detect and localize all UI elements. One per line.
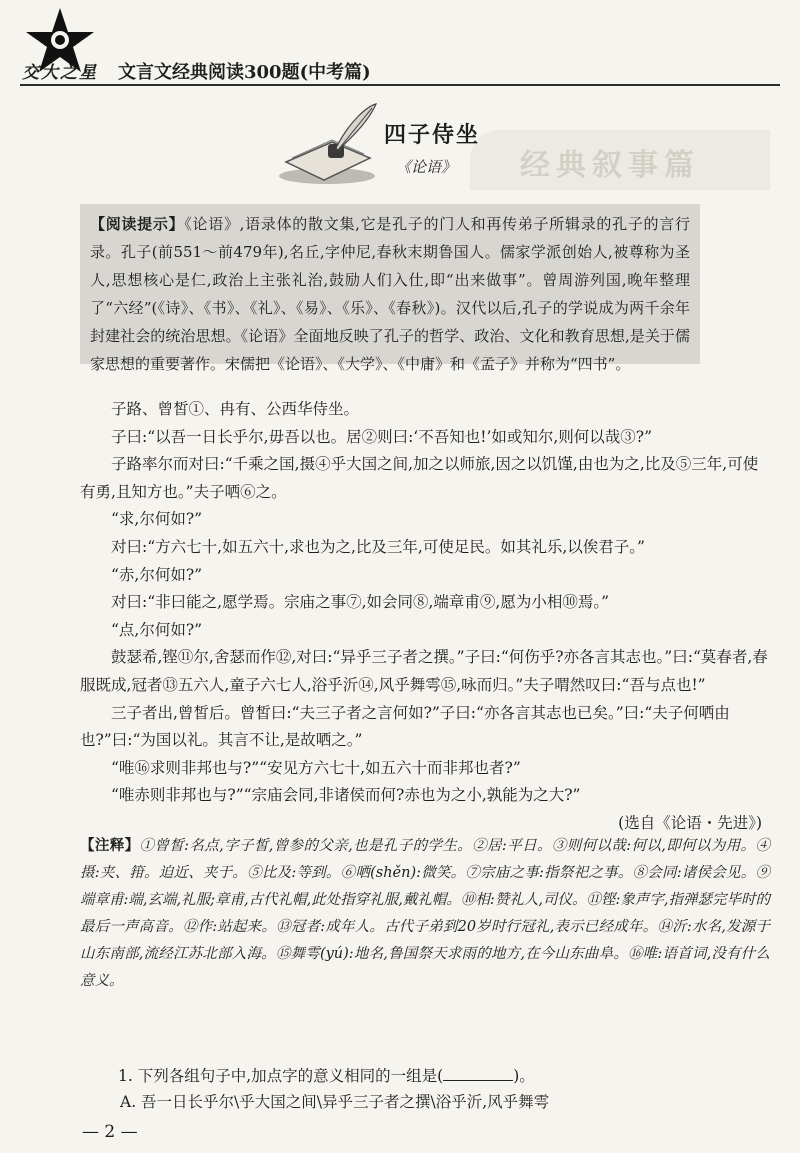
passage-paragraph: 子曰:“以吾一日长乎尔,毋吾以也。居②则曰:‘不吾知也!’如或知尔,则何以哉③?” xyxy=(111,427,653,446)
passage-paragraph: “唯⑯求则非邦也与?”“安见方六七十,如五六十而非邦也者?” xyxy=(111,758,521,777)
notes-label: 【注释】 xyxy=(80,837,140,854)
passage-paragraph: 子路率尔而对曰:“千乘之国,摄④乎大国之间,加之以师旅,因之以饥馑,由也为之,比及⑤三年,可使有勇,且知方也。”夫子哂⑥之。 xyxy=(80,455,759,501)
question-1-option-a: A. 吾一日长乎尔\乎大国之间\异乎三子者之撰\浴乎沂,风乎舞雩 xyxy=(120,1093,550,1111)
question-1 xyxy=(118,1064,535,1086)
passage-paragraph: “点,尔何如?” xyxy=(111,620,203,639)
passage-paragraph: “赤,尔何如?” xyxy=(111,565,203,584)
passage-paragraph: 对曰:“非曰能之,愿学焉。宗庙之事⑦,如会同⑧,端章甫⑨,愿为小相⑩焉。” xyxy=(111,593,610,612)
passage xyxy=(80,396,770,838)
passage-paragraph: 鼓瑟希,铿⑪尔,舍瑟而作⑫,对曰:“异乎三子者之撰。”子曰:“何伤乎?亦各言其志也。”曰:“莫春者,春服既成,冠者⑬五六人,童子六七人,浴乎沂⑭,风乎舞雩⑮,咏而归。”夫子喟然叹曰:“吾与点也!” xyxy=(80,648,768,694)
reading-hint-box xyxy=(80,204,700,373)
book-title: 文言文经典阅读300题(中考篇) xyxy=(118,62,371,83)
question-1-prefix: 1. 下列各组句子中,加点字的意义相同的一组是( xyxy=(118,1067,444,1085)
page-title: 四子侍坐 xyxy=(384,123,481,148)
header-divider xyxy=(20,84,780,86)
answer-blank[interactable] xyxy=(443,1080,513,1081)
section-banner-text: 经典叙事篇 xyxy=(520,148,700,183)
passage-paragraph: “求,尔何如?” xyxy=(111,510,203,529)
question-1-suffix: )。 xyxy=(513,1067,535,1085)
passage-paragraph: “唯赤则非邦也与?”“宗庙会同,非诸侯而何?赤也为之小,孰能为之大?” xyxy=(111,786,581,805)
citation: (选自《论语・先进》) xyxy=(618,813,762,832)
logo-text: 交大之星 xyxy=(22,63,98,83)
notes xyxy=(80,832,770,995)
notes-text: ①曾皙:名点,字子皙,曾参的父亲,也是孔子的学生。②居:平日。③则何以哉:何以,即何以为用。④摄:夹、箝。迫近、夹于。⑤比及:等到。⑥哂(shěn):微笑。⑦宗庙之事:指祭祀之事。⑧会同:诸侯会见。⑨端章甫:端,玄端,礼服;章甫,古代礼帽,此处指穿礼服,戴礼帽。⑩相:赞礼人,司仪。⑪铿:象声字,指弹瑟完毕时的最后一声高音。⑫作:站起来。⑬冠者:成年人。古代子弟到20岁时行冠礼,表示已经成年。⑭沂:水名,发源于山东南部,流经江苏北部入海。⑮舞雩(yú):地名,鲁国祭天求雨的地方,在今山东曲阜。⑯唯:语首词,没有什么意义。 xyxy=(80,838,770,989)
passage-paragraph: 三子者出,曾皙后。曾皙曰:“夫三子者之言何如?”子曰:“亦各言其志也已矣。”曰:“夫子何哂由也?”曰:“为国以礼。其言不让,是故哂之。” xyxy=(80,703,730,750)
scroll-quill-illustration-icon xyxy=(272,100,382,186)
passage-paragraph: 对曰:“方六七十,如五六十,求也为之,比及三年,可使足民。如其礼乐,以俟君子。” xyxy=(111,537,645,556)
page-number: — 2 — xyxy=(82,1122,138,1142)
source-label: 《论语》 xyxy=(396,158,457,176)
reading-hint-label: 【阅读提示】 xyxy=(90,215,185,233)
passage-paragraph: 子路、曾皙①、冉有、公西华侍坐。 xyxy=(111,400,360,418)
reading-hint-text: 《论语》,语录体的散文集,它是孔子的门人和再传弟子所辑录的孔子的言行录。孔子(前551～前479年),名丘,字仲尼,春秋末期鲁国人。儒家学派创始人,被尊称为圣人,思想核心是仁,政治上主张礼治,鼓励人们入仕,即“出来做事”。曾周游列国,晚年整理了“六经”(《诗》、《书》、《礼》、《易》、《乐》、《春秋》)。汉代以后,孔子的学说成为两千余年封建社会的统治思想。《论语》全面地反映了孔子的哲学、政治、文化和教育思想,是关于儒家思想的重要著作。宋儒把《论语》、《大学》、《中庸》和《孟子》并称为“四书”。 xyxy=(90,215,690,373)
